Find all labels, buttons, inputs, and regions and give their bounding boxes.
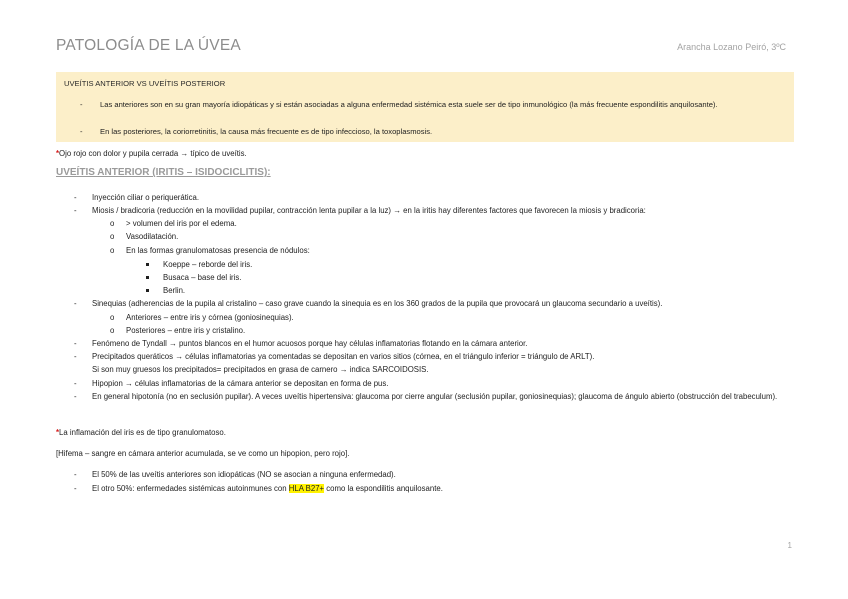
list-item-text: En general hipotonía (no en seclusión pupilar). A veces uveítis hipertensiva: glaucoma por cierre angular (seclusión pupilar, goniosinequias); glaucoma de ángulo abierto (obstrucción del trabeculum). (92, 392, 778, 401)
sub-list-item (110, 218, 237, 231)
asterisk-icon: * (56, 149, 60, 158)
list-item (74, 338, 528, 351)
list-item-text: Fenómeno de Tyndall → puntos blancos en el humor acuosos porque hay células inflamatorias flotando en la cámara anterior. (92, 339, 528, 348)
sub-list-item (110, 231, 179, 244)
dash-bullet: - (74, 339, 77, 348)
square-bullet-icon (146, 263, 149, 266)
dash-bullet: - (80, 100, 83, 109)
list-item-text: El 50% de las uveítis anteriores son idiopáticas (NO se asocian a ninguna enfermedad). (92, 470, 396, 479)
note-text: La inflamación del iris es de tipo granulomatoso. (59, 428, 226, 437)
circle-bullet-icon: o (110, 246, 115, 255)
list-item (74, 469, 396, 482)
dash-bullet: - (74, 352, 77, 361)
box-item-text: En las posteriores, la coriorretinitis, la causa más frecuente es de tipo infeccioso, la toxoplasmosis. (100, 127, 433, 136)
text-segment: como la espondilitis anquilosante. (324, 484, 443, 493)
list-item-text: Precipitados queráticos → células inflamatorias ya comentadas se depositan en varios sitios (córnea, en el triángulo inferior = triángulo de ARLT). (92, 352, 595, 361)
list-item (74, 205, 646, 218)
list-item-text: Inyección ciliar o periquerática. (92, 193, 200, 202)
list-item-text: Sinequias (adherencias de la pupila al cristalino – caso grave cuando la sinequia es en los 360 grados de la pupila que provocará un glaucoma secundario a uveítis). (92, 299, 663, 308)
dash-bullet: - (74, 193, 77, 202)
square-bullet-icon (146, 276, 149, 279)
square-bullet-icon (146, 289, 149, 292)
list-item-continuation: Si son muy gruesos los precipitados= precipitados en grasa de carnero → indica SARCOIDOSIS. (92, 365, 429, 374)
page-number: 1 (787, 541, 792, 550)
note-granulomatous (56, 427, 226, 440)
hifema-note: [Hifema – sangre en cámara anterior acumulada, se ve como un hipopion, pero rojo]. (56, 449, 350, 458)
box-item-text: Las anteriores son en su gran mayoría idiopáticas y si están asociadas a alguna enfermedad sistémica esta suele ser de tipo inmunológico (la más frecuente espondilitis anquilosante). (100, 100, 718, 109)
box-item (80, 126, 780, 139)
sub-item-text: Anteriores – entre iris y córnea (goniosinequias). (126, 313, 294, 322)
list-item (74, 351, 595, 364)
note-text: Ojo rojo con dolor y pupila cerrada → típico de uveítis. (59, 149, 247, 158)
dash-bullet: - (74, 379, 77, 388)
list-item (74, 483, 443, 496)
circle-bullet-icon: o (110, 232, 115, 241)
sub-list-item (110, 325, 246, 338)
highlighted-text: HLA B27+ (288, 484, 325, 493)
note-red-eye (56, 148, 247, 161)
list-item-text: Miosis / bradicoria (reducción en la movilidad pupilar, contracción lenta pupilar a la luz) → en la iritis hay diferentes factores que favorecen la miosis y bradicoria: (92, 206, 646, 215)
nodule-text: Busaca – base del iris. (163, 273, 242, 282)
sub-item-text: Vasodilatación. (126, 232, 179, 241)
circle-bullet-icon: o (110, 326, 115, 335)
list-item-text: Hipopion → células inflamatorias de la cámara anterior se depositan en forma de pus. (92, 379, 389, 388)
box-item (80, 99, 780, 112)
dash-bullet: - (74, 206, 77, 215)
dash-bullet: - (80, 127, 83, 136)
dash-bullet: - (74, 392, 77, 401)
summary-box (56, 72, 794, 142)
dash-bullet: - (74, 299, 77, 308)
sub-list-item (110, 245, 310, 258)
page-title: PATOLOGÍA DE LA ÚVEA (56, 37, 241, 54)
asterisk-icon: * (56, 428, 60, 437)
list-item (74, 391, 77, 404)
list-item-text (92, 483, 443, 496)
box-heading: UVEÍTIS ANTERIOR VS UVEÍTIS POSTERIOR (64, 79, 226, 88)
section-heading: UVEÍTIS ANTERIOR (IRITIS – ISIDOCICLITIS): (56, 167, 271, 178)
sub-item-text: > volumen del iris por el edema. (126, 219, 237, 228)
list-item (74, 192, 200, 205)
dash-bullet: - (74, 470, 77, 479)
list-item (74, 378, 389, 391)
sub-item-text: En las formas granulomatosas presencia de nódulos: (126, 246, 310, 255)
nodule-text: Berlin. (163, 286, 186, 295)
dash-bullet: - (74, 484, 77, 493)
circle-bullet-icon: o (110, 313, 115, 322)
sub-list-item (110, 312, 294, 325)
text-segment: El otro 50%: enfermedades sistémicas autoinmunes con (92, 484, 289, 493)
list-item (74, 298, 663, 311)
author-header: Arancha Lozano Peiró, 3ºC (677, 42, 786, 52)
nodule-text: Koeppe – reborde del iris. (163, 260, 253, 269)
sub-item-text: Posteriores – entre iris y cristalino. (126, 326, 246, 335)
circle-bullet-icon: o (110, 219, 115, 228)
